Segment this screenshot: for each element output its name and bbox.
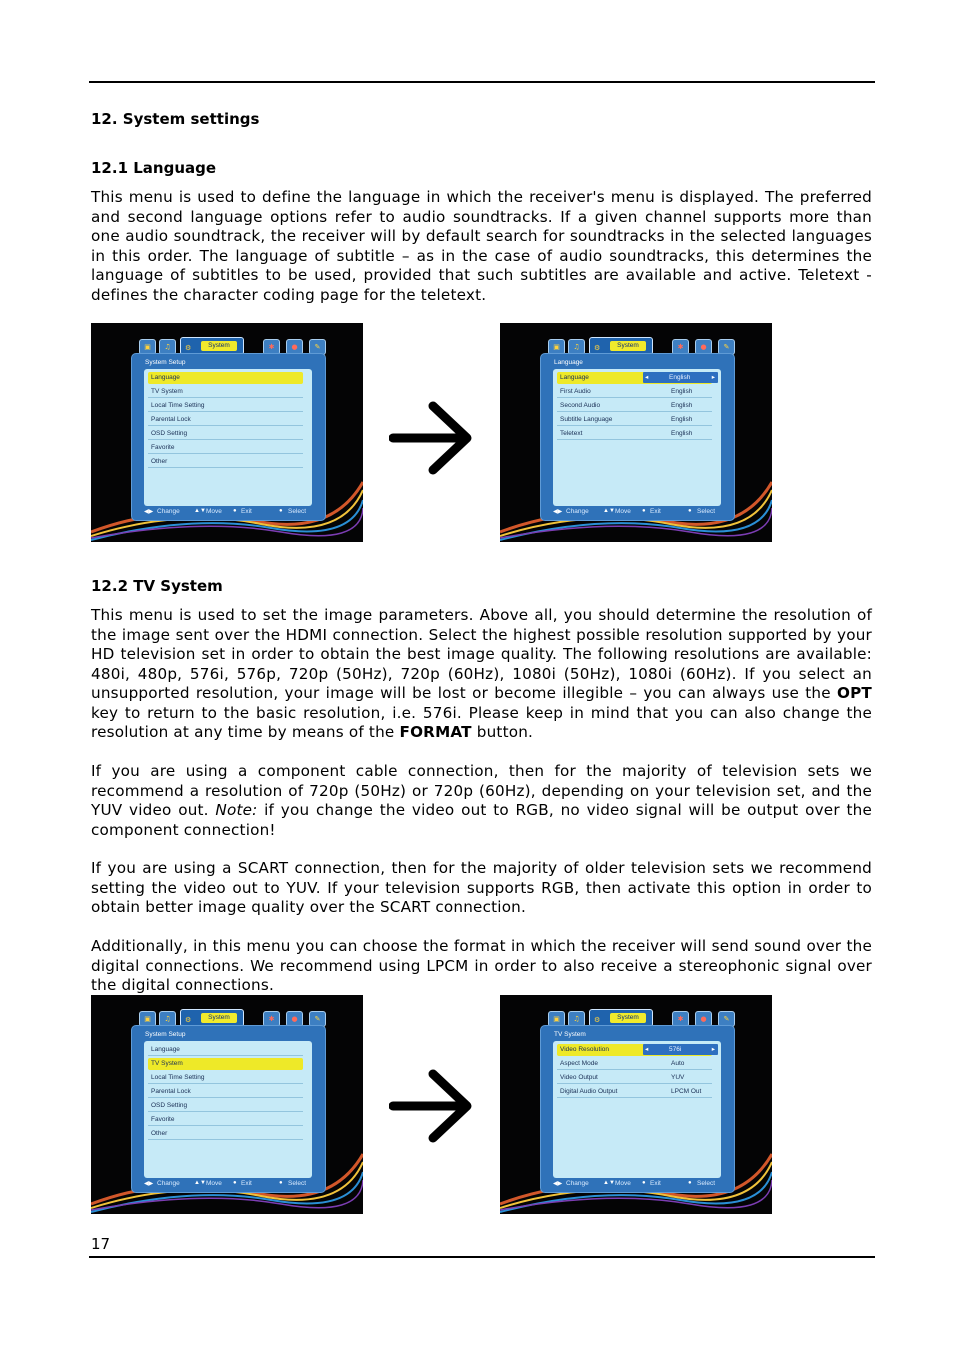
menu-list — [144, 1041, 312, 1178]
tab-games-icon[interactable]: ● — [695, 339, 712, 355]
menu-item-local-time[interactable]: Local Time Setting — [148, 400, 303, 412]
menu-tabs — [548, 1009, 733, 1026]
menu-footer: ◀▶ Change ▲▼ Move ● Exit ● Select — [553, 1180, 716, 1187]
system-icon: ⚙ — [185, 1016, 192, 1024]
menu-item-language[interactable]: Language — [148, 372, 303, 384]
setting-row-aspect-mode[interactable]: Aspect Mode Auto — [557, 1058, 712, 1070]
left-right-icon: ◀▶ — [144, 1181, 154, 1187]
menu-item-favorite[interactable]: Favorite — [148, 442, 303, 454]
arrow-right-icon — [389, 1062, 475, 1148]
value-selector[interactable]: ◂ 576i ▸ — [643, 1044, 718, 1055]
menu-tabs — [548, 337, 733, 354]
screenshot-system-setup-language — [91, 323, 363, 542]
up-down-icon: ▲▼ — [603, 1180, 615, 1186]
tab-radio-icon[interactable]: ♫ — [568, 339, 585, 355]
section-title: 12. System settings — [91, 110, 260, 128]
menu-item-language[interactable]: Language — [148, 1044, 303, 1056]
language-paragraph: This menu is used to define the language in which the receiver's menu is displayed. The preferred and second language options refer to audio soundtracks. If a given channel supports more than one audio soundtrack, the receiver will by default search for soundtracks in the selected languages in this order. The language of subtitle – as in the case of audio soundtracks, this determines the language of subtitles to be used, provided that such subtitles are available and active. Teletext - defines the character coding page for the teletext. — [91, 188, 872, 304]
setting-row-language[interactable]: Language ◂ English ▸ — [557, 372, 712, 384]
menu-item-favorite[interactable]: Favorite — [148, 1114, 303, 1126]
ok-icon: ● — [688, 508, 692, 514]
panel-title: Language — [554, 359, 583, 366]
tab-tv-icon[interactable]: ▣ — [139, 339, 156, 355]
menu-item-osd-setting[interactable]: OSD Setting — [148, 1100, 303, 1112]
setting-row-subtitle-language[interactable]: Subtitle Language English — [557, 414, 712, 426]
screenshot-language-menu — [500, 323, 772, 542]
arrow-left-icon: ◂ — [645, 374, 649, 381]
value-selector[interactable]: ◂ English ▸ — [643, 372, 718, 383]
up-down-icon: ▲▼ — [603, 508, 615, 514]
tab-games-icon[interactable]: ● — [695, 1011, 712, 1027]
tab-media-icon[interactable]: ✎ — [309, 1011, 326, 1027]
tab-media-icon[interactable]: ✎ — [309, 339, 326, 355]
panel-title: System Setup — [145, 1031, 186, 1038]
screenshot-tv-system-menu — [500, 995, 772, 1214]
menu-item-other[interactable]: Other — [148, 456, 303, 468]
tab-games-icon[interactable]: ● — [286, 1011, 303, 1027]
tv-system-paragraph-4: Additionally, in this menu you can choose the format in which the receiver will send sound over the digital connections. We recommend using LPCM in order to also receive a stereophonic signal over the digital connections. — [91, 937, 872, 994]
left-right-icon: ◀▶ — [553, 1181, 563, 1187]
tab-tools-icon[interactable]: ✱ — [672, 339, 689, 355]
setting-row-video-output[interactable]: Video Output YUV — [557, 1072, 712, 1084]
menu-item-other[interactable]: Other — [148, 1128, 303, 1140]
setting-row-teletext[interactable]: Teletext English — [557, 428, 712, 440]
ok-icon: ● — [279, 508, 283, 514]
tab-tools-icon[interactable]: ✱ — [263, 339, 280, 355]
subsection-language-title: 12.1 Language — [91, 159, 217, 177]
exit-icon: ● — [642, 508, 646, 514]
menu-list — [553, 1041, 721, 1178]
system-icon: ⚙ — [594, 344, 601, 352]
top-rule — [89, 81, 875, 83]
tab-media-icon[interactable]: ✎ — [718, 339, 735, 355]
menu-item-osd-setting[interactable]: OSD Setting — [148, 428, 303, 440]
tv-system-paragraph-2: If you are using a component cable connection, then for the majority of television sets we recommend a resolution of 720p (50Hz) or 720p (60Hz), depending on your television set, and the YUV video out. Note: if you change the video out to RGB, no video signal will be output over the component connection! — [91, 762, 872, 839]
exit-icon: ● — [233, 1180, 237, 1186]
tv-system-paragraph-1: This menu is used to set the image parameters. Above all, you should determine the resolution of the image sent over the HDMI connection. Select the highest possible resolution supported by your HD television set in order to obtain the best image quality. The following resolutions are available: 480i, 480p, 576i, 576p, 720p (50Hz), 720p (60Hz), 1080i (50Hz), 1080i (60Hz). If you select an unsupported resolution, your image will be lost or become illegible – you can always use the OPT key to return to the basic resolution, i.e. 576i. Please keep in mind that you can also change the resolution at any time by means of the FORMAT button. — [91, 606, 872, 741]
tab-system[interactable]: ⚙ System — [589, 1009, 653, 1027]
screenshot-system-setup-tv-system — [91, 995, 363, 1214]
menu-tabs — [139, 1009, 324, 1026]
tab-system[interactable]: ⚙ System — [180, 1009, 244, 1027]
left-right-icon: ◀▶ — [144, 509, 154, 515]
menu-panel — [131, 1025, 326, 1193]
menu-footer: ◀▶ Change ▲▼ Move ● Exit ● Select — [553, 508, 716, 515]
exit-icon: ● — [233, 508, 237, 514]
arrow-left-icon: ◂ — [645, 1046, 649, 1053]
tab-tv-icon[interactable]: ▣ — [548, 1011, 565, 1027]
panel-title: TV System — [554, 1031, 586, 1038]
ok-icon: ● — [279, 1180, 283, 1186]
menu-item-local-time[interactable]: Local Time Setting — [148, 1072, 303, 1084]
page-number: 17 — [91, 1235, 111, 1253]
ok-icon: ● — [688, 1180, 692, 1186]
tab-radio-icon[interactable]: ♫ — [568, 1011, 585, 1027]
menu-tabs — [139, 337, 324, 354]
setting-row-second-audio[interactable]: Second Audio English — [557, 400, 712, 412]
menu-item-tv-system[interactable]: TV System — [148, 386, 303, 398]
tab-system[interactable]: ⚙ System — [589, 337, 653, 355]
system-icon: ⚙ — [594, 1016, 601, 1024]
setting-row-first-audio[interactable]: First Audio English — [557, 386, 712, 398]
tab-games-icon[interactable]: ● — [286, 339, 303, 355]
arrow-right-small-icon: ▸ — [711, 1046, 715, 1053]
bottom-rule — [89, 1256, 875, 1258]
menu-panel — [540, 1025, 735, 1193]
panel-title: System Setup — [145, 359, 186, 366]
subsection-tv-system-title: 12.2 TV System — [91, 577, 223, 595]
tv-system-paragraph-3: If you are using a SCART connection, then for the majority of older television sets we recommend setting the video out to YUV. If your television supports RGB, then activate this option in order to obtain better image quality over the SCART connection. — [91, 859, 872, 916]
menu-footer: ◀▶ Change ▲▼ Move ● Exit ● Select — [144, 1180, 307, 1187]
left-right-icon: ◀▶ — [553, 509, 563, 515]
menu-item-tv-system[interactable]: TV System — [148, 1058, 303, 1070]
tab-tools-icon[interactable]: ✱ — [672, 1011, 689, 1027]
menu-panel — [540, 353, 735, 521]
tab-radio-icon[interactable]: ♫ — [159, 1011, 176, 1027]
up-down-icon: ▲▼ — [194, 1180, 206, 1186]
arrow-right-small-icon: ▸ — [711, 374, 715, 381]
tab-tv-icon[interactable]: ▣ — [548, 339, 565, 355]
tab-system[interactable]: ⚙ System — [180, 337, 244, 355]
menu-item-parental-lock[interactable]: Parental Lock — [148, 1086, 303, 1098]
tab-radio-icon[interactable]: ♫ — [159, 339, 176, 355]
menu-list — [553, 369, 721, 506]
tab-tools-icon[interactable]: ✱ — [263, 1011, 280, 1027]
menu-list — [144, 369, 312, 506]
menu-item-parental-lock[interactable]: Parental Lock — [148, 414, 303, 426]
up-down-icon: ▲▼ — [194, 508, 206, 514]
setting-row-digital-audio-output[interactable]: Digital Audio Output LPCM Out — [557, 1086, 712, 1098]
system-icon: ⚙ — [185, 344, 192, 352]
arrow-right-icon — [389, 394, 475, 480]
menu-panel — [131, 353, 326, 521]
exit-icon: ● — [642, 1180, 646, 1186]
setting-row-video-resolution[interactable]: Video Resolution ◂ 576i ▸ — [557, 1044, 712, 1056]
tab-media-icon[interactable]: ✎ — [718, 1011, 735, 1027]
tab-tv-icon[interactable]: ▣ — [139, 1011, 156, 1027]
menu-footer: ◀▶ Change ▲▼ Move ● Exit ● Select — [144, 508, 307, 515]
